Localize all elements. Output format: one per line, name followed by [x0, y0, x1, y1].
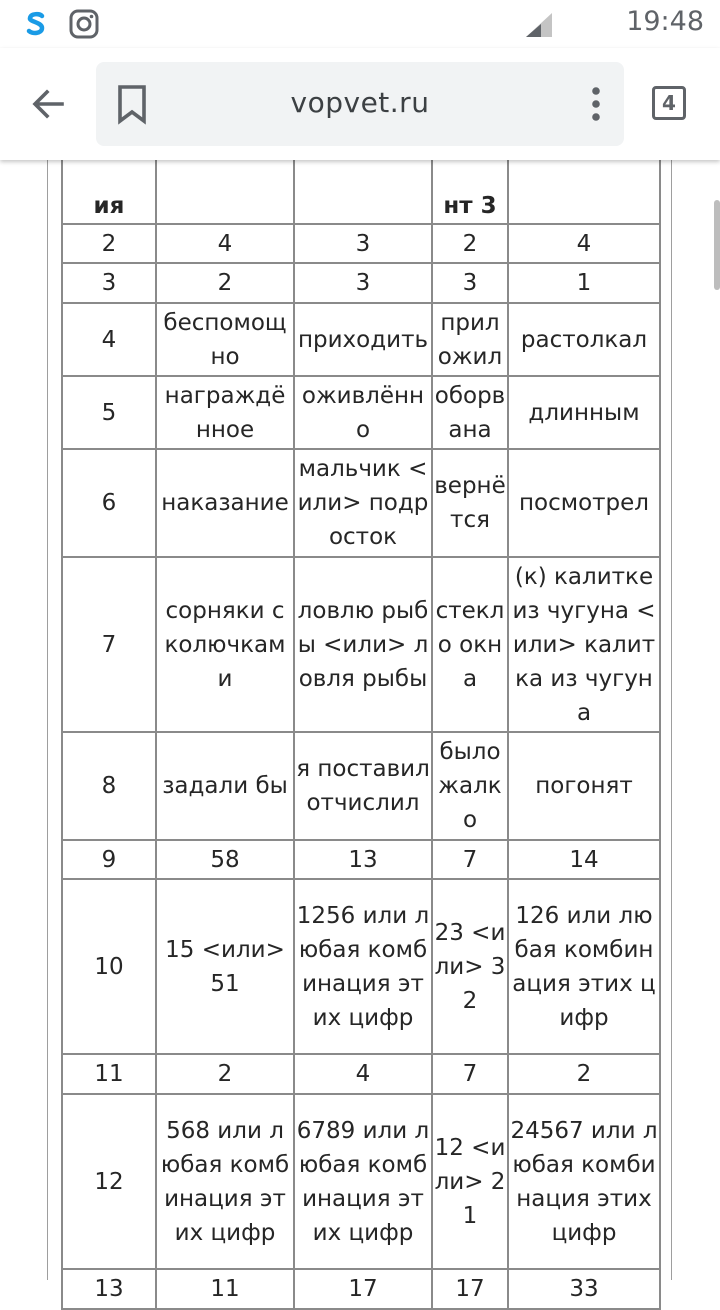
table-row — [62, 1269, 660, 1309]
answer-cell: было жалко — [432, 732, 508, 840]
scrollbar[interactable] — [714, 200, 720, 290]
content-border-right — [671, 160, 672, 1280]
answer-cell: вернётся — [432, 449, 508, 557]
answer-cell: 7 — [432, 1054, 508, 1094]
task-number-cell: 3 — [62, 263, 156, 303]
answer-cell: 23 <или> 32 — [432, 879, 508, 1054]
bookmark-icon[interactable] — [116, 84, 148, 124]
content-border-left — [47, 160, 48, 1280]
answer-cell: 13 — [294, 840, 432, 879]
answer-cell: стекло окна — [432, 557, 508, 732]
status-bar — [0, 0, 720, 48]
task-number-cell: 12 — [62, 1094, 156, 1269]
browser-toolbar — [0, 48, 720, 160]
table-row — [62, 376, 660, 449]
answer-cell: 2 — [508, 1054, 660, 1094]
answer-cell: 4 — [156, 224, 294, 263]
page-content — [0, 160, 720, 1302]
task-number-cell: 5 — [62, 376, 156, 449]
task-number-cell: 8 — [62, 732, 156, 840]
table-row — [62, 303, 660, 376]
table-row — [62, 449, 660, 557]
answer-cell: приходить — [294, 303, 432, 376]
answer-cell: 11 — [156, 1269, 294, 1309]
answer-cell: ловлю рыбы <или> ловля рыбы — [294, 557, 432, 732]
task-number-cell: 6 — [62, 449, 156, 557]
status-time: 19:48 — [626, 6, 704, 37]
answer-cell: 2 — [156, 263, 294, 303]
table-header-cell: ия — [62, 138, 156, 224]
task-number-cell: 13 — [62, 1269, 156, 1309]
answer-cell: 126 или любая комбинация этих цифр — [508, 879, 660, 1054]
answer-cell: 17 — [294, 1269, 432, 1309]
task-number-cell: 2 — [62, 224, 156, 263]
task-number-cell: 11 — [62, 1054, 156, 1094]
answer-cell: наказание — [156, 449, 294, 557]
answer-cell: 3 — [294, 263, 432, 303]
table-row — [62, 732, 660, 840]
table-row — [62, 879, 660, 1054]
task-number-cell: 10 — [62, 879, 156, 1054]
answer-cell: 6789 или любая комбинация этих цифр — [294, 1094, 432, 1269]
table-row — [62, 224, 660, 263]
answer-cell: 1256 или любая комбинация этих цифр — [294, 879, 432, 1054]
answer-cell: 24567 или любая комбинация этих цифр — [508, 1094, 660, 1269]
answer-cell: 17 — [432, 1269, 508, 1309]
answer-cell: мальчик <или> подросток — [294, 449, 432, 557]
table-row — [62, 840, 660, 879]
answer-cell: награждённое — [156, 376, 294, 449]
table-row — [62, 1054, 660, 1094]
answer-cell: растолкал — [508, 303, 660, 376]
task-number-cell: 7 — [62, 557, 156, 732]
signal-icon — [524, 12, 554, 38]
table-header-cell: нт 3 — [432, 138, 508, 224]
answer-cell: 1 — [508, 263, 660, 303]
answers-table-body — [62, 138, 660, 1309]
url-text[interactable]: vopvet.ru — [290, 86, 430, 119]
answer-cell: 4 — [508, 224, 660, 263]
answer-cell: 3 — [294, 224, 432, 263]
answer-cell: длинным — [508, 376, 660, 449]
task-number-cell: 4 — [62, 303, 156, 376]
answer-cell: 568 или любая комбинация этих цифр — [156, 1094, 294, 1269]
answer-cell: (к) калитке из чугуна <или> калитка из чугуна — [508, 557, 660, 732]
back-arrow-icon[interactable] — [28, 84, 68, 124]
tab-count: 4 — [662, 91, 676, 115]
answer-cell: я поставил отчислил — [294, 732, 432, 840]
more-vert-icon[interactable] — [586, 84, 606, 124]
answer-cell: посмотрел — [508, 449, 660, 557]
answer-cell: задали бы — [156, 732, 294, 840]
answer-cell: 4 — [294, 1054, 432, 1094]
answer-cell: беспомощно — [156, 303, 294, 376]
answer-cell: 14 — [508, 840, 660, 879]
table-row — [62, 557, 660, 732]
tabs-icon[interactable] — [652, 86, 686, 120]
table-row — [62, 1094, 660, 1269]
answer-cell: приложил — [432, 303, 508, 376]
task-number-cell: 9 — [62, 840, 156, 879]
answer-cell: оборвана — [432, 376, 508, 449]
table-row — [62, 263, 660, 303]
instagram-icon — [68, 8, 100, 40]
answer-cell: 15 <или> 51 — [156, 879, 294, 1054]
answer-cell: 33 — [508, 1269, 660, 1309]
answer-cell: 2 — [156, 1054, 294, 1094]
answer-cell: сорняки с колючками — [156, 557, 294, 732]
answer-cell: 12 <или> 21 — [432, 1094, 508, 1269]
answer-cell: 2 — [432, 224, 508, 263]
skype-icon — [20, 8, 52, 40]
answer-cell: 7 — [432, 840, 508, 879]
address-bar[interactable] — [96, 62, 624, 146]
answer-cell: оживлённо — [294, 376, 432, 449]
answer-cell: погонят — [508, 732, 660, 840]
answer-cell: 58 — [156, 840, 294, 879]
answer-cell: 3 — [432, 263, 508, 303]
answers-table — [61, 137, 661, 1310]
